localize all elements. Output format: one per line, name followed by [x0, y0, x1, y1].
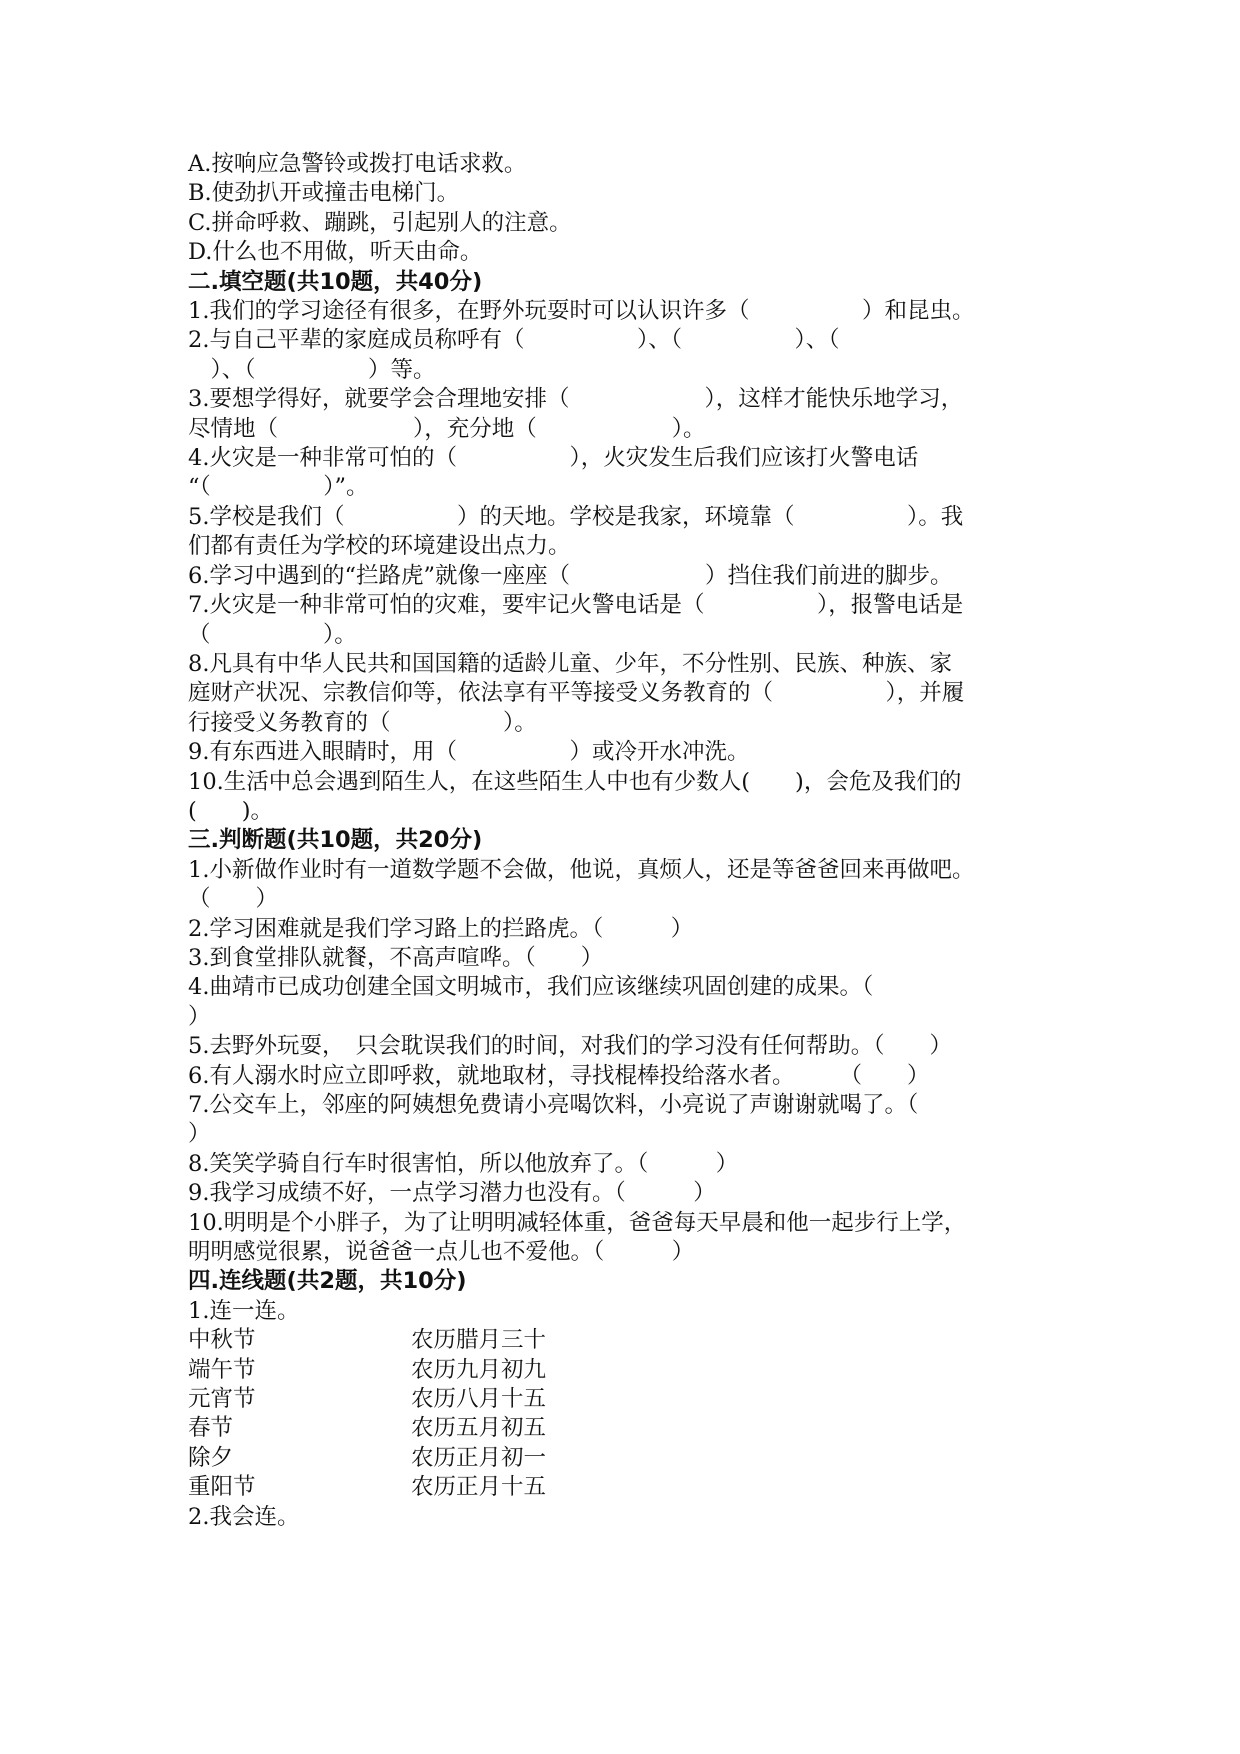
- fill-line: “（ ）”。: [188, 474, 369, 501]
- fill-line: 们都有责任为学校的环境建设出点力。: [188, 533, 571, 560]
- matching-question-1: 1.连一连。: [188, 1297, 300, 1324]
- lunar-date: 农历九月初九: [411, 1356, 547, 1383]
- judge-line: 6.有人溺水时应立即呼救，就地取材，寻找棍棒投给落水者。 （ ）: [188, 1062, 930, 1089]
- fill-line: 3.要想学得好，就要学会合理地安排（ ），这样才能快乐地学习，: [188, 386, 964, 413]
- judge-line: 9.我学习成绩不好，一点学习潜力也没有。（ ）: [188, 1180, 716, 1207]
- judge-line: ）: [188, 1121, 211, 1148]
- matching-row: [188, 1326, 1068, 1355]
- judge-line: 7.公交车上，邻座的阿姨想免费请小亮喝饮料，小亮说了声谢谢就喝了。（: [188, 1092, 919, 1118]
- fill-line: 1.我们的学习途径有很多，在野外玩耍时可以认识许多（ ）和昆虫。: [188, 298, 975, 325]
- matching-row: [188, 1385, 1068, 1414]
- judge-line: 明明感觉很累，说爸爸一点儿也不爱他。（ ）: [188, 1239, 695, 1266]
- fill-line: ）、（ ）等。: [188, 356, 436, 383]
- judge-line: 5.去野外玩耍， 只会耽误我们的时间，对我们的学习没有任何帮助。（ ）: [188, 1033, 952, 1060]
- fill-line: ( )。: [188, 797, 274, 824]
- option-d: D.什么也不用做，听天由命。: [188, 239, 483, 266]
- fill-line: 8.凡具有中华人民共和国国籍的适龄儿童、少年，不分性别、民族、种族、家: [188, 650, 952, 677]
- option-c: C.拼命呼救、蹦跳，引起别人的注意。: [188, 209, 572, 236]
- fill-line: 10.生活中总会遇到陌生人，在这些陌生人中也有少数人( )，会危及我们的: [188, 768, 962, 795]
- matching-question-2: 2.我会连。: [188, 1503, 300, 1530]
- section-heading-true-false: 三.判断题(共10题，共20分): [188, 827, 483, 854]
- matching-row: [188, 1444, 1068, 1473]
- fill-line: 5.学校是我们（ ）的天地。学校是我家，环境靠（ ）。我: [188, 503, 964, 530]
- festival-name: 重阳节: [188, 1474, 256, 1501]
- fill-line: 6.学习中遇到的“拦路虎”就像一座座（ ）挡住我们前进的脚步。: [188, 562, 953, 589]
- matching-list: [188, 1326, 1068, 1502]
- judge-line: 3.到食堂排队就餐，不高声喧哗。（ ）: [188, 944, 604, 971]
- festival-name: 元宵节: [188, 1386, 256, 1413]
- fill-line: 庭财产状况、宗教信仰等，依法享有平等接受义务教育的（ ），并履: [188, 680, 965, 707]
- fill-line: 尽情地（ ），充分地（ ）。: [188, 415, 706, 442]
- fill-line: 2.与自己平辈的家庭成员称呼有（ ）、（ ）、（: [188, 327, 840, 354]
- lunar-date: 农历正月初一: [411, 1444, 547, 1471]
- judge-line: （ ）: [188, 886, 279, 913]
- matching-row: [188, 1414, 1068, 1443]
- section-heading-fill-blank: 二.填空题(共10题，共40分): [188, 268, 483, 295]
- festival-name: 除夕: [188, 1444, 234, 1471]
- fill-line: 9.有东西进入眼睛时，用（ ）或冷开水冲洗。: [188, 739, 750, 766]
- fill-line: 7.火灾是一种非常可怕的灾难，要牢记火警电话是（ ），报警电话是: [188, 592, 964, 619]
- option-b: B.使劲扒开或撞击电梯门。: [188, 180, 460, 207]
- choice-options: [188, 150, 1068, 268]
- judge-line: 8.笑笑学骑自行车时很害怕，所以他放弃了。（ ）: [188, 1150, 739, 1177]
- lunar-date: 农历八月十五: [411, 1386, 547, 1413]
- worksheet-page: [188, 150, 1068, 1532]
- true-false-section: [188, 826, 1068, 1267]
- judge-line: 4.曲靖市已成功创建全国文明城市，我们应该继续巩固创建的成果。（: [188, 974, 874, 1001]
- judge-line: 2.学习困难就是我们学习路上的拦路虎。（ ）: [188, 915, 694, 942]
- matching-row: [188, 1473, 1068, 1502]
- option-a: A.按响应急警铃或拨打电话求救。: [188, 151, 527, 177]
- festival-name: 春节: [188, 1415, 234, 1442]
- festival-name: 中秋节: [188, 1327, 256, 1354]
- lunar-date: 农历正月十五: [411, 1474, 547, 1501]
- lunar-date: 农历腊月三十: [411, 1327, 547, 1354]
- matching-section: [188, 1267, 1068, 1532]
- judge-line: 1.小新做作业时有一道数学题不会做，他说，真烦人，还是等爸爸回来再做吧。: [188, 856, 975, 883]
- matching-row: [188, 1356, 1068, 1385]
- fill-blank-section: [188, 268, 1068, 827]
- fill-line: （ ）。: [188, 621, 357, 648]
- fill-line: 4.火灾是一种非常可怕的（ ），火灾发生后我们应该打火警电话: [188, 445, 919, 472]
- lunar-date: 农历五月初五: [411, 1415, 547, 1442]
- judge-line: ）: [188, 1003, 211, 1030]
- fill-line: 行接受义务教育的（ ）。: [188, 709, 537, 736]
- festival-name: 端午节: [188, 1356, 256, 1383]
- section-heading-matching: 四.连线题(共2题，共10分): [188, 1268, 467, 1295]
- judge-line: 10.明明是个小胖子，为了让明明减轻体重，爸爸每天早晨和他一起步行上学，: [188, 1209, 967, 1236]
